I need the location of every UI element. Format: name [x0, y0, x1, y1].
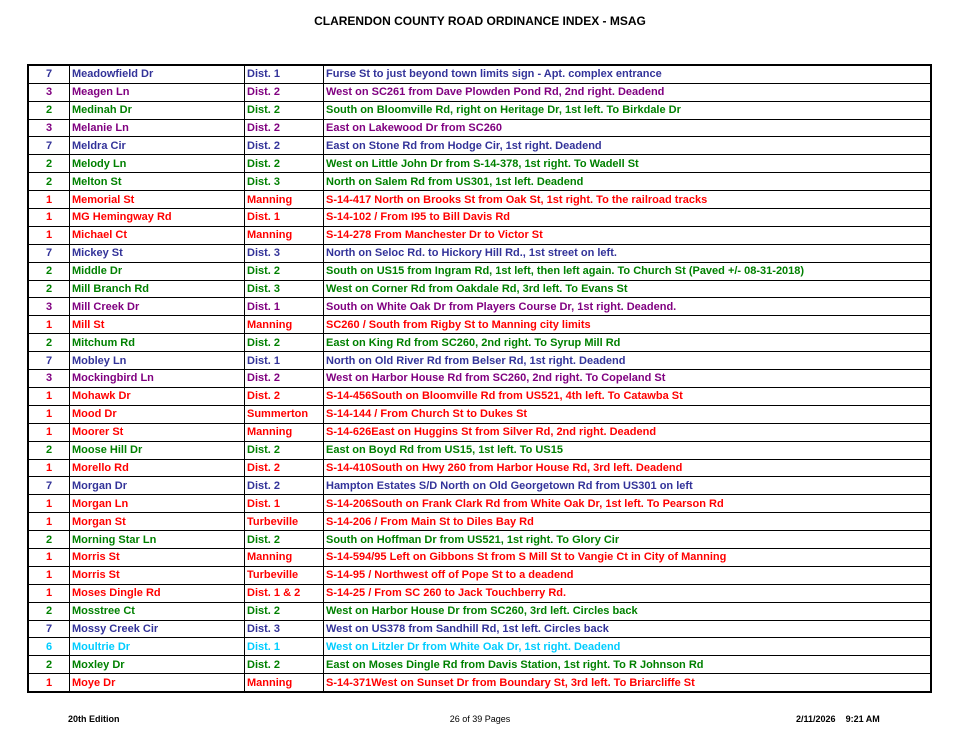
row-road-name: Melody Ln	[70, 155, 245, 173]
row-code: 2	[28, 441, 70, 459]
row-road-name: Mill St	[70, 316, 245, 334]
row-code: 1	[28, 209, 70, 227]
row-code: 7	[28, 477, 70, 495]
row-road-name: Mohawk Dr	[70, 387, 245, 405]
row-description: S-14-410South on Hwy 260 from Harbor House Rd, 3rd left. Deadend	[324, 459, 932, 477]
row-description: West on Litzler Dr from White Oak Dr, 1st right. Deadend	[324, 638, 932, 656]
road-index-table	[27, 64, 932, 693]
footer-datetime	[796, 714, 880, 724]
row-code: 6	[28, 638, 70, 656]
row-district: Dist. 2	[245, 262, 324, 280]
page-title: CLARENDON COUNTY ROAD ORDINANCE INDEX - MSAG	[314, 14, 646, 28]
row-district: Dist. 2	[245, 387, 324, 405]
row-road-name: Mockingbird Ln	[70, 370, 245, 388]
row-code: 1	[28, 405, 70, 423]
row-district: Dist. 1	[245, 638, 324, 656]
table-row	[28, 441, 931, 459]
row-district: Dist. 2	[245, 477, 324, 495]
row-district: Dist. 1	[245, 495, 324, 513]
row-road-name: Mitchum Rd	[70, 334, 245, 352]
row-district: Dist. 1	[245, 65, 324, 83]
row-road-name: Morgan Ln	[70, 495, 245, 513]
table-row	[28, 513, 931, 531]
row-road-name: Mosstree Ct	[70, 602, 245, 620]
row-code: 1	[28, 459, 70, 477]
row-district: Turbeville	[245, 566, 324, 584]
row-district: Dist. 3	[245, 173, 324, 191]
row-district: Dist. 2	[245, 459, 324, 477]
road-index-rows	[28, 65, 931, 692]
row-description: East on Stone Rd from Hodge Cir, 1st right. Deadend	[324, 137, 932, 155]
table-row	[28, 244, 931, 262]
row-description: West on Harbor House Rd from SC260, 2nd right. To Copeland St	[324, 370, 932, 388]
row-road-name: Morris St	[70, 548, 245, 566]
row-road-name: Melton St	[70, 173, 245, 191]
row-description: East on Moses Dingle Rd from Davis Station, 1st right. To R Johnson Rd	[324, 656, 932, 674]
row-code: 1	[28, 548, 70, 566]
row-district: Manning	[245, 674, 324, 692]
row-description: S-14-594/95 Left on Gibbons St from S Mill St to Vangie Ct in City of Manning	[324, 548, 932, 566]
table-row	[28, 495, 931, 513]
row-code: 1	[28, 191, 70, 209]
table-row	[28, 137, 931, 155]
row-code: 1	[28, 316, 70, 334]
table-row	[28, 226, 931, 244]
table-row	[28, 638, 931, 656]
row-district: Manning	[245, 191, 324, 209]
row-district: Dist. 3	[245, 280, 324, 298]
row-description: South on Hoffman Dr from US521, 1st right. To Glory Cir	[324, 531, 932, 549]
table-row	[28, 209, 931, 227]
row-description: West on Harbor House Dr from SC260, 3rd left. Circles back	[324, 602, 932, 620]
row-road-name: Mill Branch Rd	[70, 280, 245, 298]
row-code: 1	[28, 674, 70, 692]
row-district: Turbeville	[245, 513, 324, 531]
row-code: 3	[28, 370, 70, 388]
row-description: S-14-278 From Manchester Dr to Victor St	[324, 226, 932, 244]
row-district: Manning	[245, 316, 324, 334]
row-code: 2	[28, 280, 70, 298]
table-row	[28, 298, 931, 316]
table-row	[28, 83, 931, 101]
row-code: 7	[28, 620, 70, 638]
row-code: 2	[28, 334, 70, 352]
table-row	[28, 387, 931, 405]
row-road-name: MG Hemingway Rd	[70, 209, 245, 227]
row-description: South on White Oak Dr from Players Course Dr, 1st right. Deadend.	[324, 298, 932, 316]
row-district: Dist. 2	[245, 441, 324, 459]
row-district: Dist. 1	[245, 298, 324, 316]
table-row	[28, 334, 931, 352]
row-district: Dist. 2	[245, 101, 324, 119]
row-description: S-14-456South on Bloomville Rd from US521, 4th left. To Catawba St	[324, 387, 932, 405]
row-district: Dist. 2	[245, 83, 324, 101]
row-road-name: Mood Dr	[70, 405, 245, 423]
table-row	[28, 155, 931, 173]
row-description: West on Little John Dr from S-14-378, 1st right. To Wadell St	[324, 155, 932, 173]
table-row	[28, 173, 931, 191]
table-row	[28, 352, 931, 370]
row-description: S-14-25 / From SC 260 to Jack Touchberry Rd.	[324, 584, 932, 602]
row-district: Summerton	[245, 405, 324, 423]
row-description: West on SC261 from Dave Plowden Pond Rd, 2nd right. Deadend	[324, 83, 932, 101]
table-row	[28, 477, 931, 495]
row-road-name: Moxley Dr	[70, 656, 245, 674]
row-description: S-14-102 / From I95 to Bill Davis Rd	[324, 209, 932, 227]
row-code: 1	[28, 423, 70, 441]
table-row	[28, 262, 931, 280]
row-description: S-14-417 North on Brooks St from Oak St, 1st right. To the railroad tracks	[324, 191, 932, 209]
table-row	[28, 65, 931, 83]
footer-date: 2/11/2026	[796, 714, 836, 724]
row-description: North on Seloc Rd. to Hickory Hill Rd., 1st street on left.	[324, 244, 932, 262]
row-district: Dist. 1 & 2	[245, 584, 324, 602]
row-code: 3	[28, 298, 70, 316]
row-code: 2	[28, 602, 70, 620]
row-district: Dist. 2	[245, 137, 324, 155]
table-row	[28, 566, 931, 584]
row-road-name: Moose Hill Dr	[70, 441, 245, 459]
row-road-name: Moorer St	[70, 423, 245, 441]
row-district: Dist. 1	[245, 209, 324, 227]
table-row	[28, 674, 931, 692]
row-code: 2	[28, 101, 70, 119]
row-description: North on Salem Rd from US301, 1st left. Deadend	[324, 173, 932, 191]
table-row	[28, 316, 931, 334]
row-road-name: Memorial St	[70, 191, 245, 209]
row-description: S-14-95 / Northwest off of Pope St to a deadend	[324, 566, 932, 584]
row-district: Dist. 3	[245, 620, 324, 638]
row-district: Dist. 2	[245, 155, 324, 173]
footer-page-count: 26 of 39 Pages	[449, 714, 511, 724]
row-road-name: Medinah Dr	[70, 101, 245, 119]
row-code: 7	[28, 65, 70, 83]
table-row	[28, 191, 931, 209]
row-road-name: Morris St	[70, 566, 245, 584]
row-district: Dist. 3	[245, 244, 324, 262]
row-description: Furse St to just beyond town limits sign - Apt. complex entrance	[324, 65, 932, 83]
row-district: Dist. 2	[245, 334, 324, 352]
row-district: Manning	[245, 423, 324, 441]
row-code: 1	[28, 387, 70, 405]
row-description: S-14-144 / From Church St to Dukes St	[324, 405, 932, 423]
row-description: North on Old River Rd from Belser Rd, 1st right. Deadend	[324, 352, 932, 370]
row-code: 2	[28, 262, 70, 280]
row-district: Dist. 2	[245, 531, 324, 549]
row-district: Dist. 2	[245, 119, 324, 137]
row-description: East on Lakewood Dr from SC260	[324, 119, 932, 137]
table-row	[28, 119, 931, 137]
row-road-name: Mossy Creek Cir	[70, 620, 245, 638]
row-road-name: Morello Rd	[70, 459, 245, 477]
row-code: 7	[28, 244, 70, 262]
row-description: Hampton Estates S/D North on Old Georgetown Rd from US301 on left	[324, 477, 932, 495]
row-code: 3	[28, 119, 70, 137]
row-code: 2	[28, 656, 70, 674]
table-row	[28, 459, 931, 477]
row-description: West on US378 from Sandhill Rd, 1st left. Circles back	[324, 620, 932, 638]
row-road-name: Meldra Cir	[70, 137, 245, 155]
row-code: 1	[28, 513, 70, 531]
table-row	[28, 620, 931, 638]
row-code: 1	[28, 495, 70, 513]
table-row	[28, 280, 931, 298]
row-district: Dist. 2	[245, 370, 324, 388]
row-road-name: Morgan Dr	[70, 477, 245, 495]
row-code: 2	[28, 173, 70, 191]
row-code: 2	[28, 155, 70, 173]
row-description: East on King Rd from SC260, 2nd right. To Syrup Mill Rd	[324, 334, 932, 352]
table-row	[28, 602, 931, 620]
row-road-name: Morning Star Ln	[70, 531, 245, 549]
row-road-name: Meadowfield Dr	[70, 65, 245, 83]
row-description: S-14-626East on Huggins St from Silver Rd, 2nd right. Deadend	[324, 423, 932, 441]
row-road-name: Mickey St	[70, 244, 245, 262]
row-district: Dist. 2	[245, 602, 324, 620]
row-road-name: Middle Dr	[70, 262, 245, 280]
row-code: 3	[28, 83, 70, 101]
row-description: East on Boyd Rd from US15, 1st left. To US15	[324, 441, 932, 459]
row-road-name: Meagen Ln	[70, 83, 245, 101]
row-description: West on Corner Rd from Oakdale Rd, 3rd left. To Evans St	[324, 280, 932, 298]
table-row	[28, 531, 931, 549]
row-code: 1	[28, 566, 70, 584]
row-road-name: Moultrie Dr	[70, 638, 245, 656]
row-code: 2	[28, 531, 70, 549]
table-row	[28, 584, 931, 602]
table-row	[28, 656, 931, 674]
table-row	[28, 423, 931, 441]
footer-time: 9:21 AM	[845, 714, 880, 724]
row-description: South on Bloomville Rd, right on Heritage Dr, 1st left. To Birkdale Dr	[324, 101, 932, 119]
row-code: 1	[28, 584, 70, 602]
row-description: South on US15 from Ingram Rd, 1st left, then left again. To Church St (Paved +/- 08-31-2018)	[324, 262, 932, 280]
row-district: Manning	[245, 548, 324, 566]
row-description: S-14-206South on Frank Clark Rd from White Oak Dr, 1st left. To Pearson Rd	[324, 495, 932, 513]
row-road-name: Morgan St	[70, 513, 245, 531]
row-description: SC260 / South from Rigby St to Manning city limits	[324, 316, 932, 334]
row-description: S-14-206 / From Main St to Diles Bay Rd	[324, 513, 932, 531]
table-row	[28, 548, 931, 566]
row-code: 1	[28, 226, 70, 244]
row-road-name: Mill Creek Dr	[70, 298, 245, 316]
row-road-name: Moye Dr	[70, 674, 245, 692]
row-description: S-14-371West on Sunset Dr from Boundary St, 3rd left. To Briarcliffe St	[324, 674, 932, 692]
row-district: Dist. 1	[245, 352, 324, 370]
table-row	[28, 370, 931, 388]
table-row	[28, 101, 931, 119]
row-road-name: Michael Ct	[70, 226, 245, 244]
table-row	[28, 405, 931, 423]
row-district: Manning	[245, 226, 324, 244]
row-district: Dist. 2	[245, 656, 324, 674]
row-code: 7	[28, 352, 70, 370]
row-road-name: Mobley Ln	[70, 352, 245, 370]
row-road-name: Moses Dingle Rd	[70, 584, 245, 602]
footer-edition: 20th Edition	[68, 714, 120, 724]
row-code: 7	[28, 137, 70, 155]
row-road-name: Melanie Ln	[70, 119, 245, 137]
